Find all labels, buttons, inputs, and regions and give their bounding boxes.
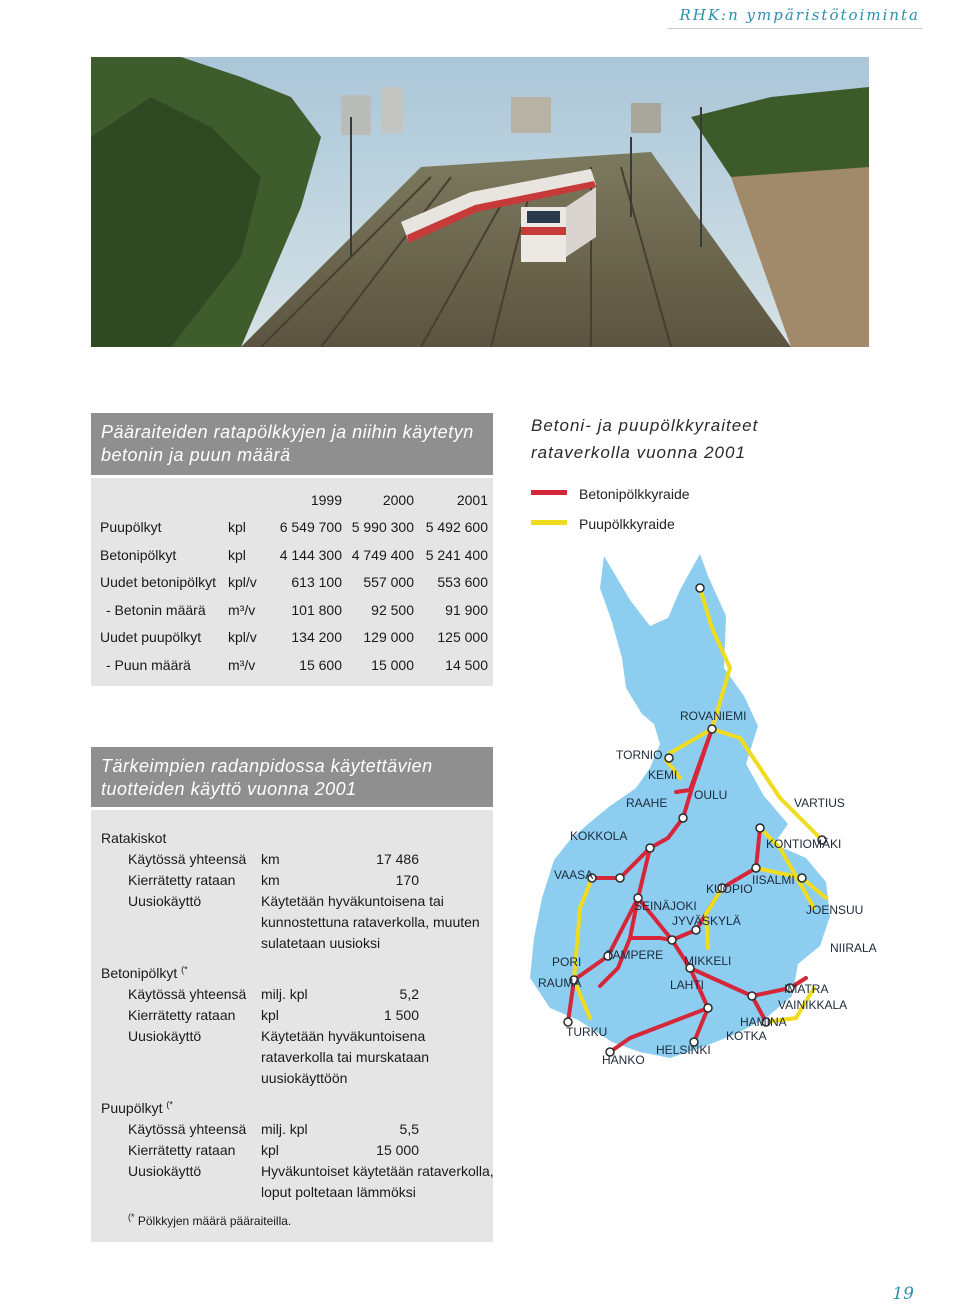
row-text: uusiokäyttöön bbox=[261, 1070, 348, 1086]
year-header: 2001 bbox=[456, 491, 488, 508]
legend-label: Betonipölkkyraide bbox=[579, 486, 690, 502]
cell-value: 14 500 bbox=[445, 656, 488, 673]
table-row bbox=[100, 514, 488, 542]
footnote-mark: (* bbox=[128, 1212, 135, 1222]
footnote bbox=[128, 1214, 291, 1228]
city-label: HANKO bbox=[602, 1053, 645, 1067]
row-text: loput poltetaan lämmöksi bbox=[261, 1184, 416, 1200]
city-label: RAAHE bbox=[626, 796, 668, 810]
city-label: NIIRALA bbox=[830, 941, 877, 955]
cell-value: 125 000 bbox=[437, 629, 488, 646]
materials-table bbox=[100, 486, 488, 679]
city-label: VAINIKKALA bbox=[778, 998, 848, 1012]
row-value: 5,2 bbox=[399, 986, 419, 1002]
row-label: Käytössä yhteensä bbox=[128, 1121, 247, 1137]
city-label: HELSINKI bbox=[656, 1043, 711, 1057]
table1-title: Pääraiteiden ratapölkkyjen ja niihin käytetyn betonin ja puun määrä bbox=[91, 413, 493, 475]
city-label: KEMI bbox=[648, 768, 678, 782]
table2-title: Tärkeimpien radanpidossa käytettävien tuotteiden käyttö vuonna 2001 bbox=[91, 747, 493, 807]
map-title-line: Betoni- ja puupölkkyraiteet bbox=[531, 416, 759, 435]
city-label: TURKU bbox=[566, 1025, 608, 1039]
page-header bbox=[0, 0, 960, 30]
row-unit: km bbox=[261, 851, 280, 867]
city-label: KONTIOMÄKI bbox=[766, 837, 842, 851]
section-heading-text: Betonipölkyt bbox=[101, 965, 178, 981]
row-label: Uusiokäyttö bbox=[128, 1163, 202, 1179]
section-heading bbox=[101, 1098, 173, 1119]
row-unit: kpl/v bbox=[228, 574, 257, 591]
row-value: 1 500 bbox=[383, 1007, 419, 1023]
table2-body bbox=[91, 810, 493, 1242]
row-unit: milj. kpl bbox=[261, 1121, 308, 1137]
legend-swatch-concrete bbox=[531, 490, 567, 495]
cell-value: 613 100 bbox=[291, 574, 342, 591]
city-label: JYVÄSKYLÄ bbox=[672, 914, 741, 928]
row-text: Käytetään hyväkuntoisena bbox=[261, 1028, 426, 1044]
cell-value: 5 241 400 bbox=[425, 546, 488, 563]
table-row bbox=[100, 624, 488, 652]
row-label: - Betonin määrä bbox=[106, 601, 206, 618]
cell-value: 5 990 300 bbox=[351, 519, 414, 536]
city-label: VARTIUS bbox=[794, 796, 845, 810]
city-label: VAASA bbox=[554, 868, 594, 882]
row-unit: kpl bbox=[228, 546, 246, 563]
row-text: rataverkolla tai murskataan bbox=[261, 1049, 430, 1065]
legend-swatch-wood bbox=[531, 520, 567, 525]
section-heading bbox=[101, 963, 188, 984]
table-row bbox=[100, 651, 488, 679]
section-heading-text: Puupölkyt bbox=[101, 1100, 163, 1116]
row-value: 17 486 bbox=[376, 851, 419, 867]
row-unit: milj. kpl bbox=[261, 986, 308, 1002]
row-text: Hyväkuntoiset käytetään rataverkolla, bbox=[261, 1163, 494, 1179]
row-text: sulatetaan uusioksi bbox=[261, 935, 381, 951]
row-unit: kpl/v bbox=[228, 629, 257, 646]
row-label: Kierrätetty rataan bbox=[128, 1007, 236, 1023]
row-unit: km bbox=[261, 872, 280, 888]
cell-value: 4 749 400 bbox=[351, 546, 414, 563]
row-label: Uudet betonipölkyt bbox=[100, 574, 216, 591]
city-label: OULU bbox=[694, 788, 728, 802]
row-label: Betonipölkyt bbox=[100, 546, 177, 563]
cell-value: 4 144 300 bbox=[279, 546, 342, 563]
city-label: ROVANIEMI bbox=[680, 709, 747, 723]
cell-value: 129 000 bbox=[363, 629, 414, 646]
row-label: Kierrätetty rataan bbox=[128, 1142, 236, 1158]
row-unit: kpl bbox=[228, 519, 246, 536]
year-header: 1999 bbox=[310, 491, 342, 508]
city-label: MIKKELI bbox=[684, 954, 732, 968]
row-unit: m³/v bbox=[228, 601, 256, 618]
page-number: 19 bbox=[892, 1284, 914, 1304]
cell-value: 553 600 bbox=[437, 574, 488, 591]
row-unit: kpl bbox=[261, 1142, 279, 1158]
footnote-text: Pölkkyjen määrä pääraiteilla. bbox=[137, 1214, 292, 1228]
table-row bbox=[100, 569, 488, 597]
table1-body bbox=[91, 478, 493, 686]
map-title-line: rataverkolla vuonna 2001 bbox=[531, 443, 746, 462]
city-label: IISALMI bbox=[752, 873, 795, 887]
section-heading: Ratakiskot bbox=[101, 830, 167, 846]
city-label: IMATRA bbox=[784, 982, 829, 996]
row-label: Käytössä yhteensä bbox=[128, 851, 247, 867]
legend-label: Puupölkkyraide bbox=[579, 516, 675, 532]
city-label: PORI bbox=[552, 955, 582, 969]
city-label: KOTKA bbox=[726, 1029, 767, 1043]
map-title bbox=[531, 412, 758, 466]
cell-value: 557 000 bbox=[363, 574, 414, 591]
row-value: 170 bbox=[395, 872, 419, 888]
row-label: - Puun määrä bbox=[106, 656, 191, 673]
footnote-mark: (* bbox=[166, 1099, 173, 1110]
city-label: LAHTI bbox=[670, 978, 705, 992]
city-label: TORNIO bbox=[616, 748, 663, 762]
city-label: KUOPIO bbox=[706, 882, 753, 896]
table-header-row bbox=[100, 486, 488, 514]
city-label: SEINÄJOKI bbox=[634, 899, 697, 913]
table-row bbox=[100, 596, 488, 624]
row-unit: kpl bbox=[261, 1007, 279, 1023]
cell-value: 134 200 bbox=[291, 629, 342, 646]
row-label: Uusiokäyttö bbox=[128, 893, 202, 909]
header-rule bbox=[668, 28, 922, 29]
cell-value: 5 492 600 bbox=[425, 519, 488, 536]
year-header: 2000 bbox=[382, 491, 414, 508]
city-label: KOKKOLA bbox=[570, 829, 628, 843]
city-label: JOENSUU bbox=[806, 903, 864, 917]
row-label: Puupölkyt bbox=[100, 519, 162, 536]
row-label: Kierrätetty rataan bbox=[128, 872, 236, 888]
city-label: TAMPERE bbox=[606, 948, 664, 962]
city-label: HAMINA bbox=[740, 1015, 787, 1029]
table-row bbox=[100, 541, 488, 569]
row-label: Uudet puupölkyt bbox=[100, 629, 202, 646]
cell-value: 15 000 bbox=[371, 656, 414, 673]
row-unit: m³/v bbox=[228, 656, 256, 673]
header-title: RHK:n ympäristötoiminta bbox=[679, 6, 920, 24]
row-value: 5,5 bbox=[399, 1121, 419, 1137]
city-label: RAUMA bbox=[538, 976, 582, 990]
cell-value: 15 600 bbox=[299, 656, 342, 673]
row-label: Käytössä yhteensä bbox=[128, 986, 247, 1002]
cell-value: 92 500 bbox=[371, 601, 414, 618]
row-text: Käytetään hyväkuntoisena tai bbox=[261, 893, 444, 909]
train-photo bbox=[91, 57, 869, 347]
cell-value: 6 549 700 bbox=[279, 519, 342, 536]
cell-value: 91 900 bbox=[445, 601, 488, 618]
row-text: kunnostettuna rataverkolla, muuten bbox=[261, 914, 480, 930]
row-label: Uusiokäyttö bbox=[128, 1028, 202, 1044]
row-value: 15 000 bbox=[376, 1142, 419, 1158]
cell-value: 101 800 bbox=[291, 601, 342, 618]
footnote-mark: (* bbox=[181, 964, 188, 975]
finland-rail-map bbox=[530, 548, 877, 1088]
